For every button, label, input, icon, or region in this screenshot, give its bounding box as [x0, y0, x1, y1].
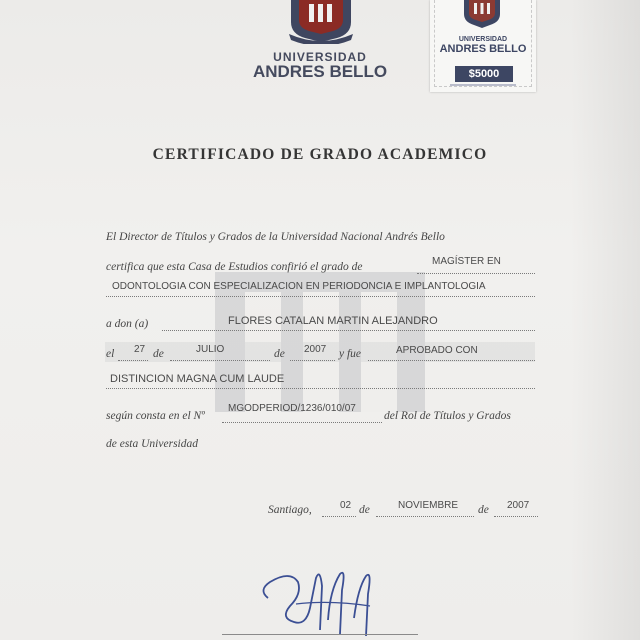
- fecha-mes-field: NOVIEMBRE: [398, 500, 459, 511]
- label-santiago: Santiago,: [268, 504, 312, 516]
- page-shadow: [570, 0, 640, 640]
- resultado-field-2: DISTINCION MAGNA CUM LAUDE: [110, 373, 285, 385]
- numero-field: MGODPERIOD/1236/010/07: [228, 403, 356, 414]
- resultado-field-1: APROBADO CON: [396, 345, 478, 356]
- dotted-line-mes: [170, 360, 270, 361]
- stamp-value: $5000: [455, 66, 513, 82]
- label-a-don: a don (a): [106, 318, 149, 330]
- dotted-line-resultado-2: [106, 388, 535, 389]
- fecha-dia-field: 02: [340, 500, 352, 511]
- dotted-line-resultado: [368, 360, 535, 361]
- fecha-anio-field: 2007: [507, 500, 530, 511]
- dotted-line-dia: [118, 360, 148, 361]
- grado-field-1: MAGÍSTER EN: [432, 256, 501, 267]
- handwritten-signature: [250, 560, 390, 640]
- body-line-director: El Director de Títulos y Grados de la Universidad Nacional Andrés Bello: [106, 231, 445, 243]
- dotted-line-fecha-dia: [322, 516, 356, 517]
- dotted-line-numero: [222, 422, 382, 423]
- mes-field: JULIO: [196, 344, 225, 355]
- label-fecha-de-2: de: [478, 504, 489, 516]
- dotted-line-fecha-mes: [376, 516, 474, 517]
- dotted-line-grado-2: [106, 296, 535, 297]
- grado-field-2: ODONTOLOGIA CON ESPECIALIZACION EN PERIODONCIA E IMPLANTOLOGIA: [112, 281, 486, 292]
- nombre-field: FLORES CATALAN MARTIN ALEJANDRO: [228, 315, 438, 327]
- stamp-emblem-icon: [460, 0, 504, 30]
- label-de-2: de: [274, 348, 285, 360]
- dotted-line-anio: [290, 360, 335, 361]
- dotted-line-grado: [417, 273, 535, 274]
- label-rol: del Rol de Títulos y Grados: [384, 410, 511, 422]
- dotted-line-nombre: [162, 330, 535, 331]
- stamp-text-line2: ANDRES BELLO: [439, 43, 527, 55]
- label-esta-universidad: de esta Universidad: [106, 438, 198, 450]
- revenue-stamp: [430, 0, 536, 92]
- label-segun-consta: según consta en el Nº: [106, 410, 205, 422]
- label-el: el: [106, 348, 115, 360]
- university-logo-icon: [285, 0, 357, 44]
- logo-text-line1: UNIVERSIDAD: [273, 50, 367, 64]
- label-de-1: de: [153, 348, 164, 360]
- dia-field: 27: [134, 344, 146, 355]
- dotted-line-fecha-anio: [494, 516, 538, 517]
- label-y-fue: y fue: [339, 348, 362, 360]
- logo-text-line2: ANDRES BELLO: [252, 62, 388, 81]
- body-line-certifica: certifica que esta Casa de Estudios confirió el grado de: [106, 261, 363, 273]
- stamp-text-line1: UNIVERSIDAD: [458, 36, 508, 43]
- signature-line: [222, 634, 418, 635]
- label-fecha-de-1: de: [359, 504, 370, 516]
- stamp-fine-print: [450, 84, 516, 86]
- certificate-title: CERTIFICADO DE GRADO ACADEMICO: [152, 146, 488, 163]
- anio-field: 2007: [304, 344, 327, 355]
